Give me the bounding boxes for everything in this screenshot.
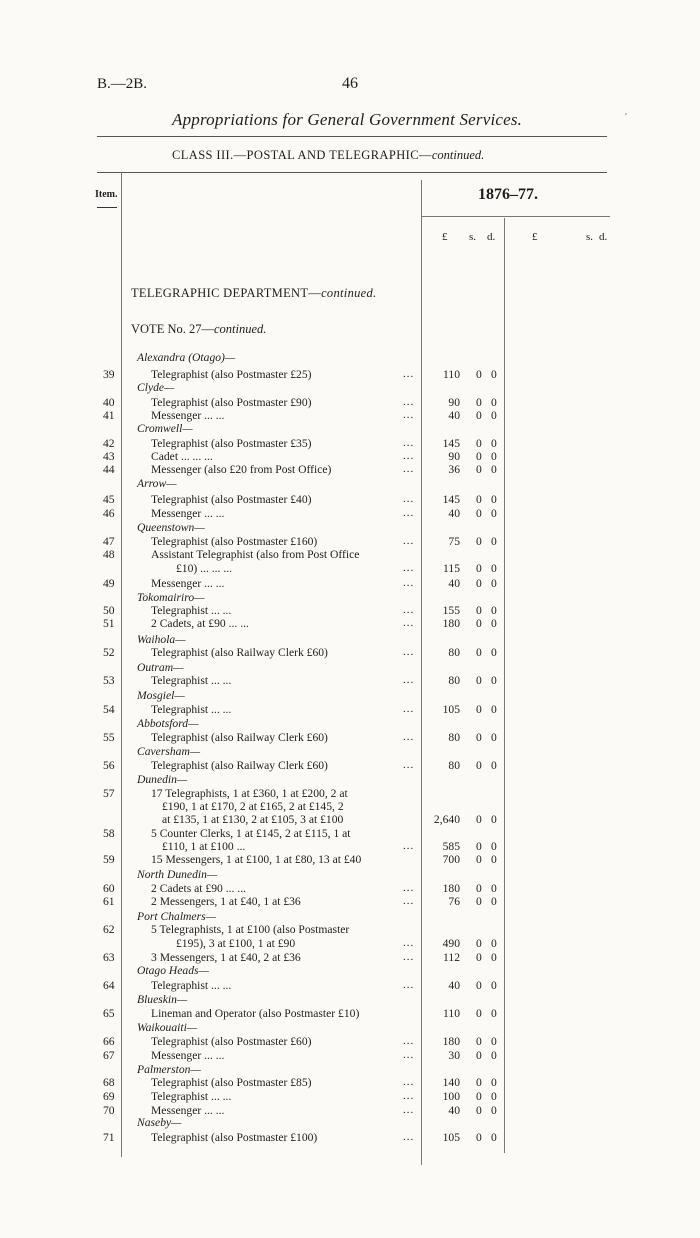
item-number: 50	[103, 604, 115, 617]
row-description: Telegraphist ... ...	[151, 604, 232, 617]
leader-dots: ...	[403, 1035, 415, 1047]
place-heading: Alexandra (Otago)—	[137, 351, 236, 364]
amount-pounds: 80	[448, 674, 460, 687]
amount-shillings: 0	[476, 1049, 482, 1062]
amount-pounds: 100	[442, 1090, 460, 1103]
item-number: 40	[103, 396, 115, 409]
row-description: Telegraphist (also Postmaster £100)	[151, 1131, 318, 1144]
vote-heading-continued: continued.	[213, 322, 267, 336]
year-header: 1876–77.	[478, 186, 538, 203]
row-description: 2 Cadets at £90 ... ...	[151, 882, 246, 895]
amount-pence: 0	[491, 450, 497, 463]
leader-dots: ...	[403, 409, 415, 421]
amount-pence: 0	[491, 617, 497, 630]
amount-pence: 0	[491, 1131, 497, 1144]
place-heading: Caversham—	[137, 745, 201, 758]
amount-shillings: 0	[476, 463, 482, 476]
row-description: 2 Messengers, 1 at £40, 1 at £36	[151, 895, 301, 908]
place-heading: Clyde—	[137, 381, 175, 394]
item-number: 59	[103, 853, 115, 866]
amount-pence: 0	[491, 507, 497, 520]
amount-pence: 0	[491, 1076, 497, 1089]
page-number: 46	[342, 75, 358, 92]
row-description: Telegraphist ... ...	[151, 979, 232, 992]
row-description: Telegraphist (also Railway Clerk £60)	[151, 731, 328, 744]
amount-pounds: 40	[448, 577, 460, 590]
amount-shillings: 0	[476, 646, 482, 659]
amount-shillings: 0	[476, 1090, 482, 1103]
item-number: 43	[103, 450, 115, 463]
year-column-divider	[504, 218, 505, 1153]
amount-pence: 0	[491, 951, 497, 964]
row-description: Assistant Telegraphist (also from Post Office	[151, 548, 360, 561]
amount-pence: 0	[491, 463, 497, 476]
item-number: 39	[103, 368, 115, 381]
leader-dots: ...	[403, 1076, 415, 1088]
place-heading: Port Chalmers—	[137, 910, 216, 923]
item-column-header: Item.	[95, 189, 118, 200]
leader-dots: ...	[403, 895, 415, 907]
amount-pounds: 40	[448, 409, 460, 422]
amount-shillings: 0	[476, 562, 482, 575]
item-number: 62	[103, 923, 115, 936]
amount-pounds: 140	[442, 1076, 460, 1089]
place-heading: Palmerston—	[137, 1063, 201, 1076]
row-description: Messenger ... ...	[151, 409, 225, 422]
amount-pence: 0	[491, 882, 497, 895]
amount-shillings: 0	[476, 409, 482, 422]
shilling-header-1: s.	[469, 231, 477, 243]
amount-shillings: 0	[476, 493, 482, 506]
amount-pence: 0	[491, 368, 497, 381]
leader-dots: ...	[403, 368, 415, 380]
amount-pence: 0	[491, 813, 497, 826]
amount-pounds: 115	[443, 562, 460, 575]
item-number: 55	[103, 731, 115, 744]
item-number: 47	[103, 535, 115, 548]
amount-shillings: 0	[476, 979, 482, 992]
amount-shillings: 0	[476, 1007, 482, 1020]
amount-shillings: 0	[476, 577, 482, 590]
row-description: Telegraphist (also Railway Clerk £60)	[151, 646, 328, 659]
item-number: 42	[103, 437, 115, 450]
leader-dots: ...	[403, 450, 415, 462]
leader-dots: ...	[403, 463, 415, 475]
item-number: 49	[103, 577, 115, 590]
amount-pounds: 30	[448, 1049, 460, 1062]
amount-pounds: 145	[442, 493, 460, 506]
amount-pounds: 105	[442, 703, 460, 716]
leader-dots: ...	[403, 507, 415, 519]
row-description: Lineman and Operator (also Postmaster £10)	[151, 1007, 360, 1020]
place-heading: Blueskin—	[137, 993, 188, 1006]
amount-pounds: 112	[443, 951, 460, 964]
item-number: 46	[103, 507, 115, 520]
year-header-rule	[422, 216, 610, 217]
place-heading: Outram—	[137, 661, 184, 674]
row-description: Cadet ... ... ...	[151, 450, 213, 463]
amount-shillings: 0	[476, 731, 482, 744]
leader-dots: ...	[403, 937, 415, 949]
item-number: 54	[103, 703, 115, 716]
item-number: 57	[103, 787, 115, 800]
amount-pounds: 40	[448, 1104, 460, 1117]
amount-pounds: 110	[443, 1007, 460, 1020]
amount-pounds: 40	[448, 979, 460, 992]
row-description: Telegraphist (also Postmaster £25)	[151, 368, 312, 381]
amount-shillings: 0	[476, 895, 482, 908]
class-heading	[172, 148, 484, 163]
class-heading-continued: continued.	[431, 148, 485, 162]
item-number: 56	[103, 759, 115, 772]
leader-dots: ...	[403, 979, 415, 991]
row-description: Telegraphist ... ...	[151, 703, 232, 716]
amount-pounds: 110	[443, 368, 460, 381]
stray-mark: ʹ	[625, 112, 628, 123]
row-description: 5 Telegraphists, 1 at £100 (also Postmaster	[151, 923, 350, 936]
amount-shillings: 0	[476, 604, 482, 617]
amount-shillings: 0	[476, 937, 482, 950]
item-number: 67	[103, 1049, 115, 1062]
amount-shillings: 0	[476, 813, 482, 826]
item-number: 64	[103, 979, 115, 992]
amount-pence: 0	[491, 1090, 497, 1103]
leader-dots: ...	[403, 731, 415, 743]
row-description: Messenger (also £20 from Post Office)	[151, 463, 332, 476]
amount-pounds: 180	[442, 617, 460, 630]
amount-pence: 0	[491, 493, 497, 506]
amount-pence: 0	[491, 535, 497, 548]
amount-shillings: 0	[476, 450, 482, 463]
amount-pounds: 2,640	[433, 813, 460, 826]
place-heading: Naseby—	[137, 1116, 182, 1129]
department-heading	[131, 286, 377, 301]
amount-shillings: 0	[476, 507, 482, 520]
amount-shillings: 0	[476, 396, 482, 409]
item-number: 69	[103, 1090, 115, 1103]
leader-dots: ...	[403, 562, 415, 574]
amount-pence: 0	[491, 1035, 497, 1048]
row-description: 5 Counter Clerks, 1 at £145, 2 at £115, 1 at	[151, 827, 351, 840]
item-number: 44	[103, 463, 115, 476]
row-description: Telegraphist (also Postmaster £160)	[151, 535, 318, 548]
shilling-header-2: s.	[586, 231, 594, 243]
amount-shillings: 0	[476, 882, 482, 895]
amount-pounds: 180	[442, 1035, 460, 1048]
vote-heading-text: VOTE No. 27—	[131, 322, 214, 336]
item-number: 51	[103, 617, 115, 630]
row-description: Telegraphist (also Postmaster £40)	[151, 493, 312, 506]
row-description: £110, 1 at £100 ...	[162, 840, 246, 853]
amount-pence: 0	[491, 1104, 497, 1117]
leader-dots: ...	[403, 437, 415, 449]
row-description: 17 Telegraphists, 1 at £360, 1 at £200, 2 at	[151, 787, 348, 800]
amount-shillings: 0	[476, 1035, 482, 1048]
row-description: Telegraphist (also Postmaster £85)	[151, 1076, 312, 1089]
row-description: Telegraphist ... ...	[151, 674, 232, 687]
amount-pounds: 90	[448, 396, 460, 409]
amount-pence: 0	[491, 853, 497, 866]
amount-pounds: 36	[448, 463, 460, 476]
row-description: Telegraphist ... ...	[151, 1090, 232, 1103]
amount-shillings: 0	[476, 759, 482, 772]
leader-dots: ...	[403, 882, 415, 894]
row-description: Telegraphist (also Postmaster £90)	[151, 396, 312, 409]
row-description: £190, 1 at £170, 2 at £165, 2 at £145, 2	[162, 800, 344, 813]
leader-dots: ...	[403, 396, 415, 408]
amount-shillings: 0	[476, 853, 482, 866]
amount-pounds: 180	[442, 882, 460, 895]
leader-dots: ...	[403, 617, 415, 629]
leader-dots: ...	[403, 1090, 415, 1102]
amount-pounds: 700	[442, 853, 460, 866]
amount-shillings: 0	[476, 951, 482, 964]
amount-shillings: 0	[476, 535, 482, 548]
amount-shillings: 0	[476, 674, 482, 687]
amount-pounds: 585	[442, 840, 460, 853]
place-heading: Cromwell—	[137, 422, 193, 435]
leader-dots: ...	[403, 674, 415, 686]
place-heading: Waihola—	[137, 633, 186, 646]
department-heading-text: TELEGRAPHIC DEPARTMENT—	[131, 286, 322, 300]
pence-header-2: d.	[599, 231, 608, 243]
amount-shillings: 0	[476, 368, 482, 381]
leader-dots: ...	[403, 951, 415, 963]
page-title: Appropriations for General Government Services.	[172, 110, 523, 129]
row-description: 2 Cadets, at £90 ... ...	[151, 617, 249, 630]
class-rule	[97, 172, 607, 173]
amount-pence: 0	[491, 409, 497, 422]
row-description: Messenger ... ...	[151, 507, 225, 520]
item-number: 63	[103, 951, 115, 964]
amount-shillings: 0	[476, 1131, 482, 1144]
row-description: Messenger ... ...	[151, 1049, 225, 1062]
amount-pence: 0	[491, 731, 497, 744]
leader-dots: ...	[403, 1131, 415, 1143]
amount-pence: 0	[491, 577, 497, 590]
place-heading: North Dunedin—	[137, 868, 218, 881]
amount-pounds: 75	[448, 535, 460, 548]
leader-dots: ...	[403, 646, 415, 658]
amount-pence: 0	[491, 674, 497, 687]
amount-shillings: 0	[476, 437, 482, 450]
amount-pounds: 490	[442, 937, 460, 950]
leader-dots: ...	[403, 1049, 415, 1061]
amount-pounds: 105	[442, 1131, 460, 1144]
pence-header-1: d.	[487, 231, 496, 243]
amount-pence: 0	[491, 396, 497, 409]
amount-pounds: 40	[448, 507, 460, 520]
row-description: Messenger ... ...	[151, 577, 225, 590]
item-number: 71	[103, 1131, 115, 1144]
item-number: 58	[103, 827, 115, 840]
amount-pence: 0	[491, 562, 497, 575]
amount-pence: 0	[491, 1007, 497, 1020]
place-heading: Queenstown—	[137, 521, 205, 534]
place-heading: Mosgiel—	[137, 689, 185, 702]
row-description: at £135, 1 at £130, 2 at £105, 3 at £100	[162, 813, 344, 826]
amount-pounds: 76	[448, 895, 460, 908]
leader-dots: ...	[403, 604, 415, 616]
row-description: 15 Messengers, 1 at £100, 1 at £80, 13 at £40	[151, 853, 362, 866]
amount-pounds: 155	[442, 604, 460, 617]
amount-shillings: 0	[476, 1104, 482, 1117]
amount-pence: 0	[491, 895, 497, 908]
item-number: 45	[103, 493, 115, 506]
leader-dots: ...	[403, 840, 415, 852]
item-number: 70	[103, 1104, 115, 1117]
place-heading: Arrow—	[137, 477, 177, 490]
row-description: 3 Messengers, 1 at £40, 2 at £36	[151, 951, 301, 964]
item-number: 52	[103, 646, 115, 659]
amount-pence: 0	[491, 437, 497, 450]
row-description: £195), 3 at £100, 1 at £90	[176, 937, 296, 950]
vote-heading	[131, 322, 266, 337]
amount-column-divider	[421, 180, 422, 1165]
amount-pounds: 80	[448, 646, 460, 659]
place-heading: Tokomairiro—	[137, 591, 205, 604]
amount-pence: 0	[491, 1049, 497, 1062]
amount-pounds: 80	[448, 759, 460, 772]
amount-pence: 0	[491, 979, 497, 992]
amount-pence: 0	[491, 937, 497, 950]
amount-pounds: 80	[448, 731, 460, 744]
item-number: 65	[103, 1007, 115, 1020]
document-reference: B.—2B.	[97, 76, 148, 92]
item-header-underline	[97, 207, 117, 208]
leader-dots: ...	[403, 493, 415, 505]
item-number: 41	[103, 409, 115, 422]
amount-pence: 0	[491, 759, 497, 772]
pound-header-1: £	[442, 231, 448, 243]
amount-pence: 0	[491, 646, 497, 659]
leader-dots: ...	[403, 1104, 415, 1116]
amount-pence: 0	[491, 703, 497, 716]
amount-pounds: 90	[448, 450, 460, 463]
row-description: Telegraphist (also Postmaster £60)	[151, 1035, 312, 1048]
place-heading: Waikouaiti—	[137, 1021, 198, 1034]
leader-dots: ...	[403, 703, 415, 715]
item-number: 66	[103, 1035, 115, 1048]
title-rule	[97, 136, 607, 137]
amount-shillings: 0	[476, 1076, 482, 1089]
place-heading: Abbotsford—	[137, 717, 199, 730]
leader-dots: ...	[403, 577, 415, 589]
place-heading: Dunedin—	[137, 773, 188, 786]
item-number: 60	[103, 882, 115, 895]
class-heading-text: CLASS III.—POSTAL AND TELEGRAPHIC—	[172, 148, 432, 162]
amount-shillings: 0	[476, 703, 482, 716]
amount-shillings: 0	[476, 617, 482, 630]
leader-dots: ...	[403, 535, 415, 547]
row-description: Telegraphist (also Railway Clerk £60)	[151, 759, 328, 772]
item-number: 68	[103, 1076, 115, 1089]
row-description: £10) ... ... ...	[176, 562, 233, 575]
item-number: 48	[103, 548, 115, 561]
row-description: Messenger ... ...	[151, 1104, 225, 1117]
place-heading: Otago Heads—	[137, 964, 209, 977]
amount-pence: 0	[491, 840, 497, 853]
item-number: 53	[103, 674, 115, 687]
item-number: 61	[103, 895, 115, 908]
department-heading-continued: continued.	[321, 286, 377, 300]
pound-header-2: £	[532, 231, 538, 243]
row-description: Telegraphist (also Postmaster £35)	[151, 437, 312, 450]
amount-shillings: 0	[476, 840, 482, 853]
leader-dots: ...	[403, 759, 415, 771]
amount-pounds: 145	[442, 437, 460, 450]
amount-pence: 0	[491, 604, 497, 617]
